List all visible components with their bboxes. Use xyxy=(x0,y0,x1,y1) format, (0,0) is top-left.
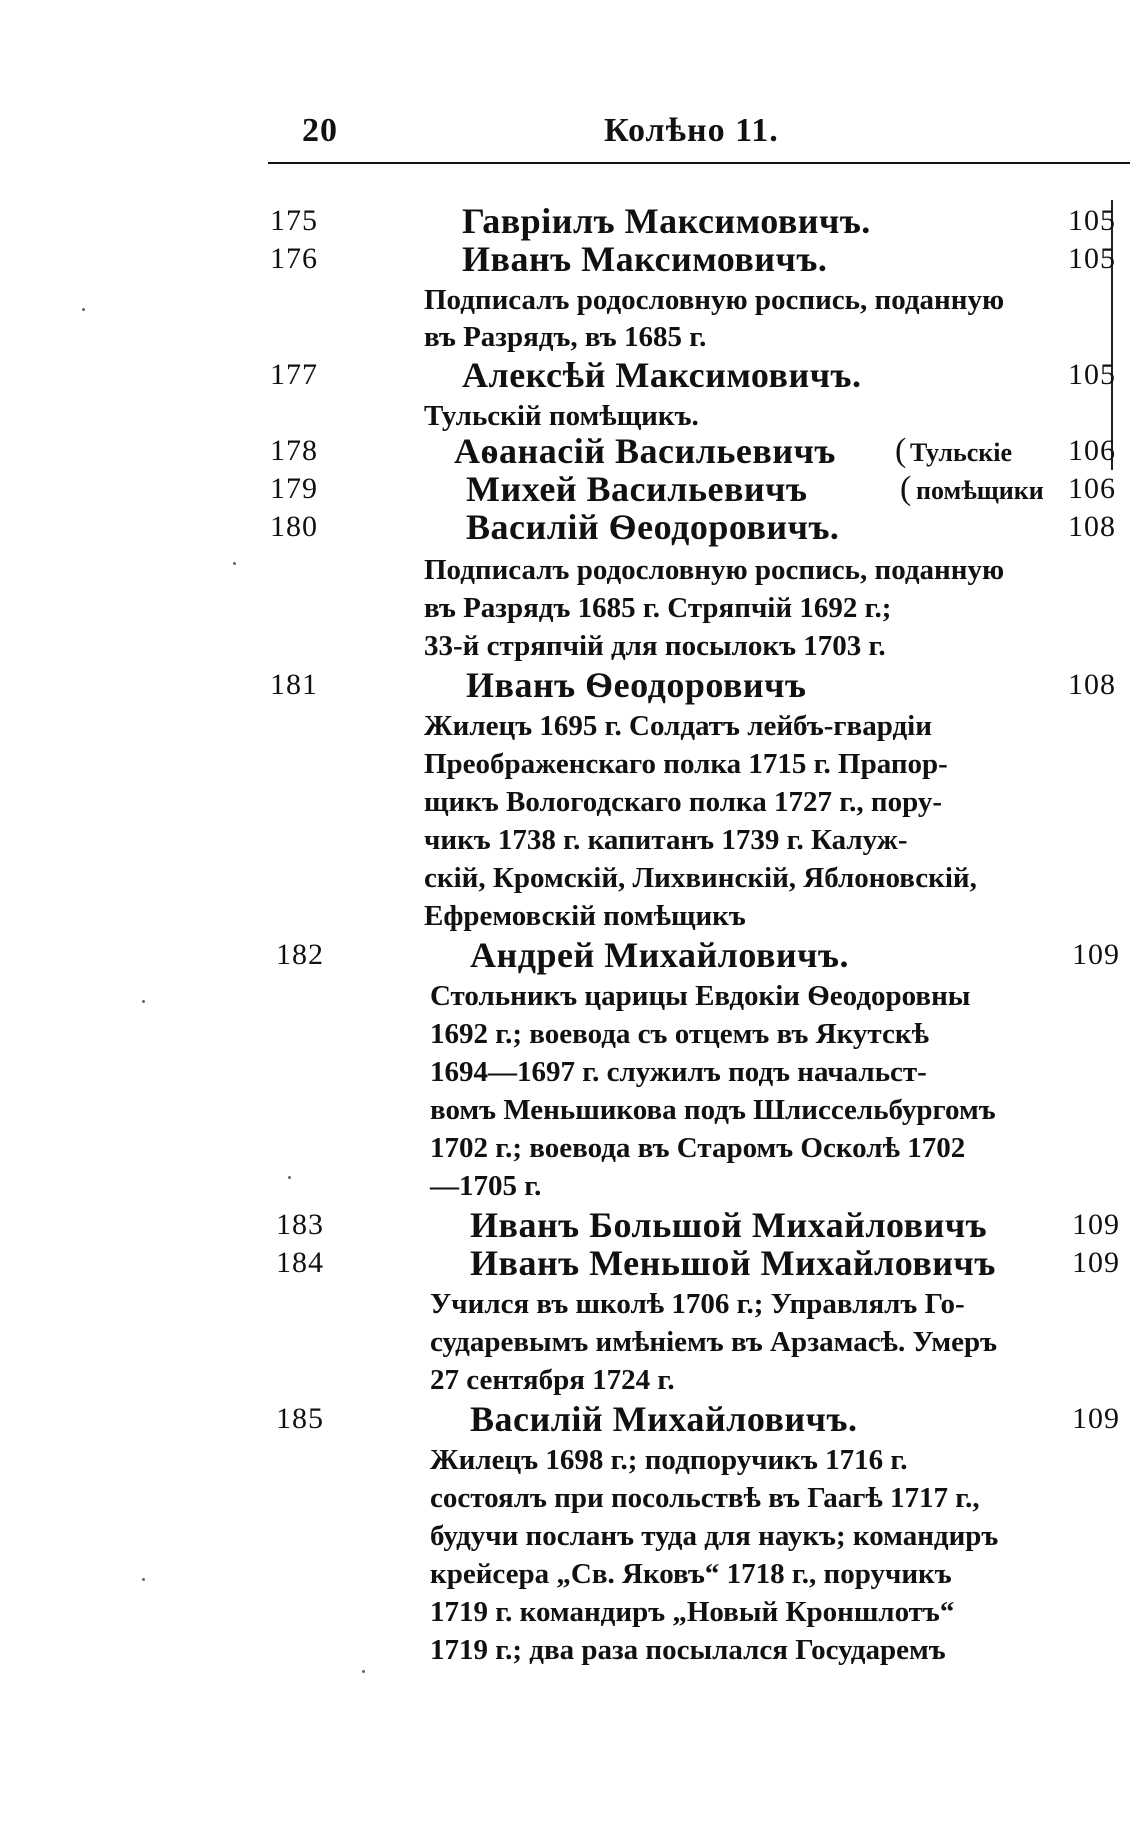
entry-number: 178 xyxy=(270,434,318,467)
entry-text-line: состоялъ при посольствѣ въ Гаагѣ 1717 г., xyxy=(430,1482,980,1514)
entry-text-line: въ Разрядъ 1685 г. Стряпчiй 1692 г.; xyxy=(424,592,892,624)
entry-name: Андрей Михайловичъ. xyxy=(470,935,849,975)
entry-text-line: сударевымъ имѣнiемъ въ Арзамасѣ. Умеръ xyxy=(430,1326,998,1358)
entry-text-line: вомъ Меньшикова подъ Шлиссельбургомъ xyxy=(430,1094,996,1126)
entry-reference: 106 xyxy=(1068,472,1116,505)
entry-reference: 108 xyxy=(1068,510,1116,543)
entry-name: Василiй Ѳеодоровичъ. xyxy=(466,507,840,547)
entry-reference: 109 xyxy=(1072,938,1120,971)
scan-speck xyxy=(142,1000,145,1003)
entry-text-line: скiй, Кромскiй, Лихвинскiй, Яблоновскiй, xyxy=(424,862,977,894)
entry-text-line: 1694—1697 г. служилъ подъ начальст- xyxy=(430,1056,927,1088)
page-edge-line xyxy=(1111,200,1113,470)
entry-text-line: Подписалъ родословную роспись, поданную xyxy=(424,284,1005,316)
scan-speck xyxy=(288,1176,291,1179)
entry-text-line: 1692 г.; воевода съ отцемъ въ Якутскѣ xyxy=(430,1018,929,1050)
scan-speck xyxy=(142,1578,145,1581)
entry-text-line: 33-й стряпчiй для посылокъ 1703 г. xyxy=(424,630,886,662)
entry-reference: 105 xyxy=(1068,358,1116,391)
entry-text-line: чикъ 1738 г. капитанъ 1739 г. Калуж- xyxy=(424,824,908,856)
scan-speck xyxy=(362,1670,365,1673)
entry-name: Иванъ Ѳеодоровичъ xyxy=(466,665,807,705)
brace-open: ( xyxy=(895,432,907,469)
entry-text-line: Стольникъ царицы Евдокiи Ѳеодоровны xyxy=(430,980,971,1012)
entry-number: 175 xyxy=(270,204,318,237)
entry-number: 180 xyxy=(270,510,318,543)
entry-name: Иванъ Меньшой Михайловичъ xyxy=(470,1243,996,1283)
entry-reference: 109 xyxy=(1072,1246,1120,1279)
entry-number: 181 xyxy=(270,668,318,701)
entry-text-line: Жилецъ 1695 г. Солдатъ лейбъ-гвардiи xyxy=(424,710,932,742)
entry-text-line: 27 сентября 1724 г. xyxy=(430,1364,675,1396)
entry-text-line: Тульскiй помѣщикъ. xyxy=(424,400,699,432)
entry-name: Михей Васильевичъ xyxy=(466,469,808,509)
entry-name: Василiй Михайловичъ. xyxy=(470,1399,858,1439)
entry-text-line: будучи посланъ туда для наукъ; командиръ xyxy=(430,1520,999,1552)
entry-reference: 105 xyxy=(1068,242,1116,275)
entry-text-line: Учился въ школѣ 1706 г.; Управлялъ Го- xyxy=(430,1288,965,1320)
entry-number: 185 xyxy=(276,1402,324,1435)
entry-number: 184 xyxy=(276,1246,324,1279)
scan-speck xyxy=(233,562,236,565)
entry-name: Алексѣй Максимовичъ. xyxy=(462,355,862,395)
entry-text-line: въ Разрядъ, въ 1685 г. xyxy=(424,321,707,353)
entry-text-line: 1702 г.; воевода въ Старомъ Осколѣ 1702 xyxy=(430,1132,966,1164)
entry-number: 182 xyxy=(276,938,324,971)
entry-name: Иванъ Максимовичъ. xyxy=(462,239,828,279)
entry-side-note: помѣщики xyxy=(916,476,1044,505)
entry-name: Аѳанасiй Васильевичъ xyxy=(454,431,836,471)
entry-text-line: Жилецъ 1698 г.; подпоручикъ 1716 г. xyxy=(430,1444,908,1476)
header-rule xyxy=(268,162,1130,164)
entry-reference: 109 xyxy=(1072,1402,1120,1435)
page-number: 20 xyxy=(302,112,338,149)
entry-text-line: крейсера „Св. Яковъ“ 1718 г., поручикъ xyxy=(430,1558,952,1590)
entry-text-line: Ефремовскiй помѣщикъ xyxy=(424,900,746,932)
entry-name: Иванъ Большой Михайловичъ xyxy=(470,1205,988,1245)
entry-text-line: Преображенскаго полка 1715 г. Прапор- xyxy=(424,748,948,780)
entry-reference: 105 xyxy=(1068,204,1116,237)
entry-text-line: щикъ Вологодскаго полка 1727 г., пору- xyxy=(424,786,943,818)
entry-text-line: 1719 г.; два раза посылался Государемъ xyxy=(430,1634,946,1666)
entry-number: 179 xyxy=(270,472,318,505)
entry-name: Гаврiилъ Максимовичъ. xyxy=(462,201,871,241)
entry-text-line: Подписалъ родословную роспись, поданную xyxy=(424,554,1005,586)
entry-side-note: Тульскiе xyxy=(910,438,1013,467)
entry-reference: 106 xyxy=(1068,434,1116,467)
scan-speck xyxy=(82,308,85,311)
entry-reference: 108 xyxy=(1068,668,1116,701)
entry-text-line: 1719 г. командиръ „Новый Кроншлотъ“ xyxy=(430,1596,955,1628)
entry-number: 176 xyxy=(270,242,318,275)
entry-number: 177 xyxy=(270,358,318,391)
entry-number: 183 xyxy=(276,1208,324,1241)
entry-reference: 109 xyxy=(1072,1208,1120,1241)
entry-text-line: —1705 г. xyxy=(430,1170,542,1202)
running-head: Колѣно 11. xyxy=(604,112,779,149)
brace-open: ( xyxy=(900,470,912,507)
